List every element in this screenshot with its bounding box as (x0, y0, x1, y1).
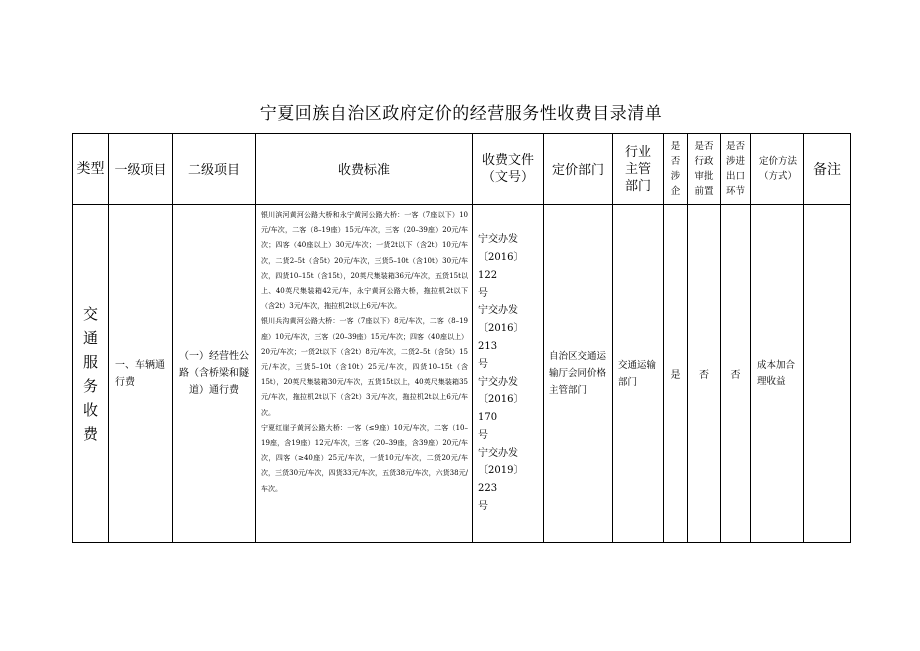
cell-dept: 自治区交通运输厅会同价格主管部门 (544, 205, 613, 543)
doc-line: 号 (478, 501, 488, 513)
doc-line: 号 (478, 429, 488, 441)
standard-binggou: 银川兵沟黄河公路大桥：一客（7座以下）8元/车次，二客（8–19座）10元/车次，三客（20–39座）15元/车次；四客（40座以上）20元/车次；一货2t以下（含2t）8元/车次，二货2–5t（含5t）15元/车次，三货5–10t（含10t）25元/车次，四货10–15t（含15t），20英尺集装箱30元/车次，五货15t以上，40英尺集装箱35元/车次，拖拉机2t以下（含2t）3元/车次，拖拉机2t以上6元/车次。 (261, 317, 468, 417)
standard-binhe-yongning: 银川滨河黄河公路大桥和永宁黄河公路大桥：一客（7座以下）10元/车次，二客（8–19座）15元/车次，三客（20–39座）20元/车次；四客（40座以上）30元/车次；一货2t以下（含2t）10元/车次，二货2–5t（含5t）20元/车次，三货5–10t（含10t）30元/车次，四货10–15t（含15t），20英尺集装箱36元/车次，五货15t以上、40英尺集装箱42元/车，永宁黄河公路大桥，拖拉机2t以下（含2t）3元/车次，拖拉机2t以上6元/车次。 (261, 211, 468, 311)
cell-docs (473, 205, 544, 543)
header-method: 定价方法（方式） (751, 134, 804, 205)
doc-line: 宁交办发 (478, 376, 518, 388)
doc-line: 号 (478, 287, 488, 299)
document-title: 宁夏回族自治区政府定价的经营服务性收费目录清单 (259, 104, 663, 124)
cell-method: 成本加合理收益 (751, 205, 804, 543)
cell-approval: 否 (688, 205, 721, 543)
cell-export: 否 (721, 205, 751, 543)
header-remarks: 备注 (804, 134, 851, 205)
header-type: 类型 (73, 134, 109, 205)
header-approval: 是否行政审批前置 (688, 134, 721, 205)
header-level1: 一级项目 (109, 134, 173, 205)
doc-line: 〔2016〕213 (478, 323, 524, 352)
doc-line: 宁交办发 (478, 305, 518, 317)
header-export: 是否涉进出口环节 (721, 134, 751, 205)
cell-enterprise: 是 (664, 205, 688, 543)
header-industry: 行业主管部门 (613, 134, 664, 205)
header-enterprise: 是否涉企 (664, 134, 688, 205)
header-level2: 二级项目 (173, 134, 256, 205)
header-dept: 定价部门 (544, 134, 613, 205)
doc-line: 宁交办发 (478, 234, 518, 246)
cell-remarks (804, 205, 851, 543)
header-standard: 收费标准 (256, 134, 473, 205)
standard-hongyazi: 宁夏红崖子黄河公路大桥：一客（≤9座）10元/车次，二客（10–19座，含19座）12元/车次，三客（20–39座，含39座）20元/车次，四客（≥40座）25元/车次，一货10元/车次，二货20元/车次，三货30元/车次，四货33元/车次，五货38元/车次，六货38元/车次。 (261, 423, 468, 493)
fee-catalog-table (72, 133, 851, 543)
cell-type: 交通服务收费 (73, 205, 109, 543)
table-row (73, 205, 851, 543)
header-docs: 收费文件（文号） (473, 134, 544, 205)
doc-line: 〔2016〕170 (478, 394, 524, 424)
doc-line: 宁交办发 (478, 447, 518, 459)
table-header-row (73, 134, 851, 205)
doc-line: 号 (478, 358, 488, 370)
doc-line: 〔2019〕223 (478, 465, 524, 495)
cell-industry: 交通运输部门 (613, 205, 664, 543)
cell-standard (256, 205, 473, 543)
cell-level1: 一、车辆通行费 (109, 205, 173, 543)
doc-line: 〔2016〕122 (478, 251, 524, 281)
cell-level2: （一）经营性公路（含桥梁和隧道）通行费 (173, 205, 256, 543)
